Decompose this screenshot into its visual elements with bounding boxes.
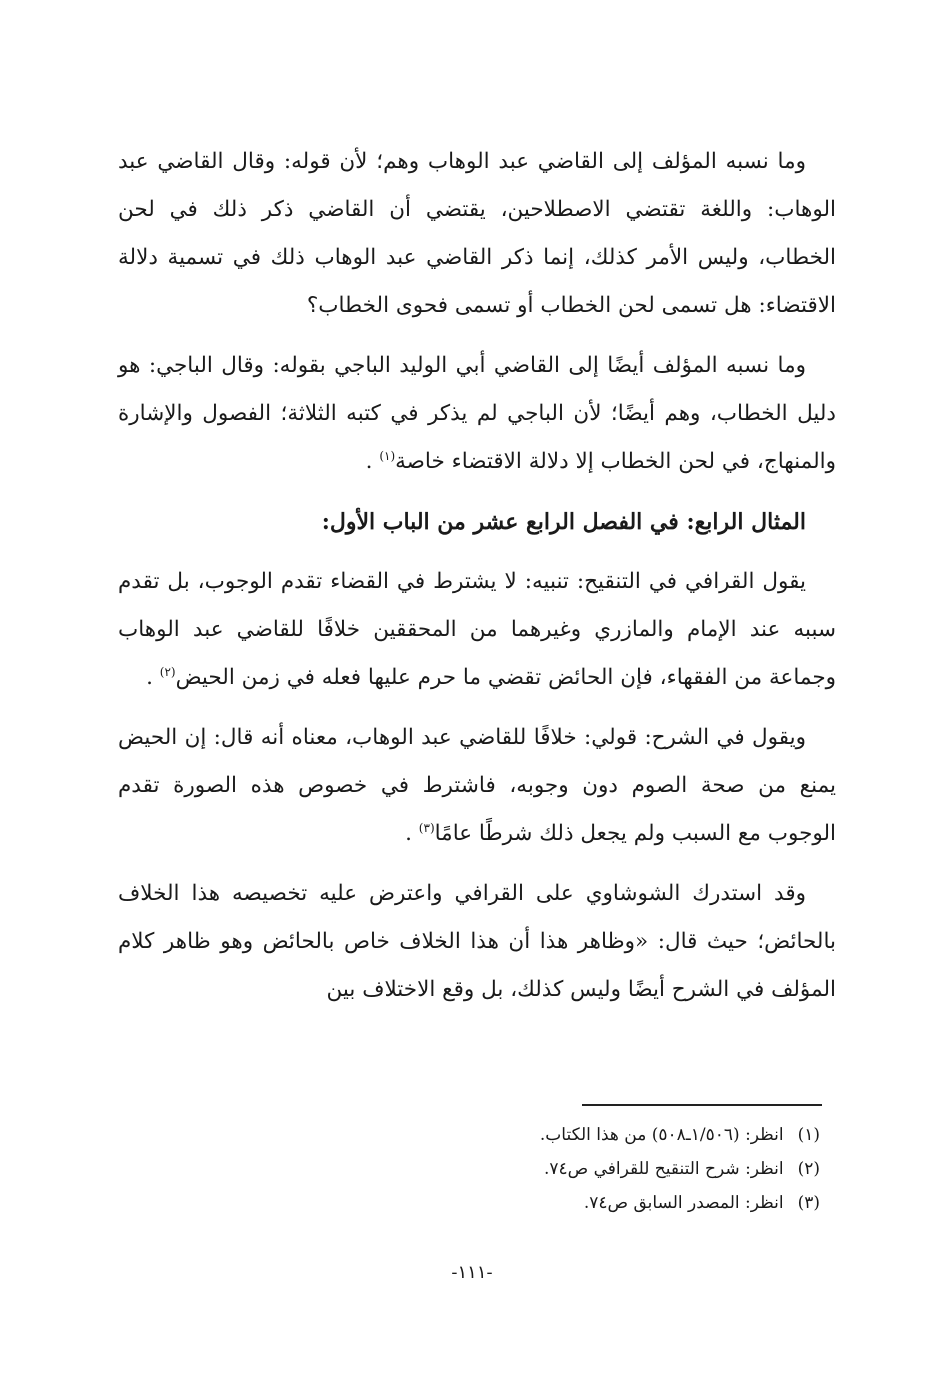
footnote-text: انظر: شرح التنقيح للقرافي ص٧٤.: [543, 1159, 784, 1179]
paragraph-3: يقول القرافي في التنقيح: تنبيه: لا يشترط في القضاء تقدم الوجوب، بل تقدم سببه عند الإمام والمازري وغيرهما من المحققين خلافًا للقاضي عبد الوهاب وجماعة من الفقهاء، فإن الحائض تقضي ما حرم عليها فعله في زمن الحيض$^{(٢)}$ .: [118, 569, 836, 690]
footnotes: [300, 1118, 820, 1220]
footnote-item: [300, 1118, 820, 1152]
paragraph-4: ويقول في الشرح: قولي: خلافًا للقاضي عبد الوهاب، معناه أنه قال: إن الحيض يمنع من صحة الصوم دون وجوبه، فاشترط في خصوص هذه الصورة تقدم الوجوب مع السبب ولم يجعل ذلك شرطًا عامًا$^{(٣)}$ .: [118, 725, 836, 846]
paragraph-5: وقد استدرك الشوشاوي على القرافي واعترض عليه تخصيصه هذا الخلاف بالحائض؛ حيث قال: «وظاهر هذا أن هذا الخلاف خاص بالحائض وهو ظاهر كلام المؤلف في الشرح أيضًا وليس كذلك، بل وقع الاختلاف بين: [118, 881, 836, 1002]
footnote-number: (١): [797, 1125, 820, 1145]
footnote-divider: [582, 1104, 822, 1106]
footnote-text: انظر: المصدر السابق ص٧٤.: [583, 1193, 784, 1213]
paragraph-1: وما نسبه المؤلف إلى القاضي عبد الوهاب وهم؛ لأن قوله: وقال القاضي عبد الوهاب: واللغة تقتضي الاصطلاحين، يقتضي أن القاضي ذكر ذلك في لحن الخطاب، وليس الأمر كذلك، إنما ذكر القاضي عبد الوهاب ذلك في تسمية دلالة الاقتضاء: هل تسمى لحن الخطاب أو تسمى فحوى الخطاب؟: [118, 149, 836, 318]
footnote-text: انظر: (١/٥٠٦ـ٥٠٨) من هذا الكتاب.: [539, 1125, 784, 1145]
section-heading: المثال الرابع: في الفصل الرابع عشر من الباب الأول:: [321, 509, 806, 535]
footnote-number: (٢): [797, 1159, 820, 1179]
page-body: [118, 138, 836, 1026]
footnote-number: (٣): [797, 1193, 820, 1213]
page-number: -١١١-: [451, 1262, 493, 1283]
footnote-item: [300, 1152, 820, 1186]
footnote-ref-3[interactable]: (٣): [418, 820, 435, 835]
paragraph-2: وما نسبه المؤلف أيضًا إلى القاضي أبي الوليد الباجي بقوله: وقال الباجي: هو دليل الخطاب، وهم أيضًا؛ لأن الباجي لم يذكر في كتبه الثلاثة؛ الفصول والإشارة والمنهاج، في لحن الخطاب إلا دلالة الاقتضاء خاصة$^{(١)}$ .: [118, 353, 836, 474]
footnote-ref-2[interactable]: (٢): [159, 664, 176, 679]
footnote-item: [300, 1186, 820, 1220]
footnote-ref-1[interactable]: (١): [379, 448, 396, 463]
